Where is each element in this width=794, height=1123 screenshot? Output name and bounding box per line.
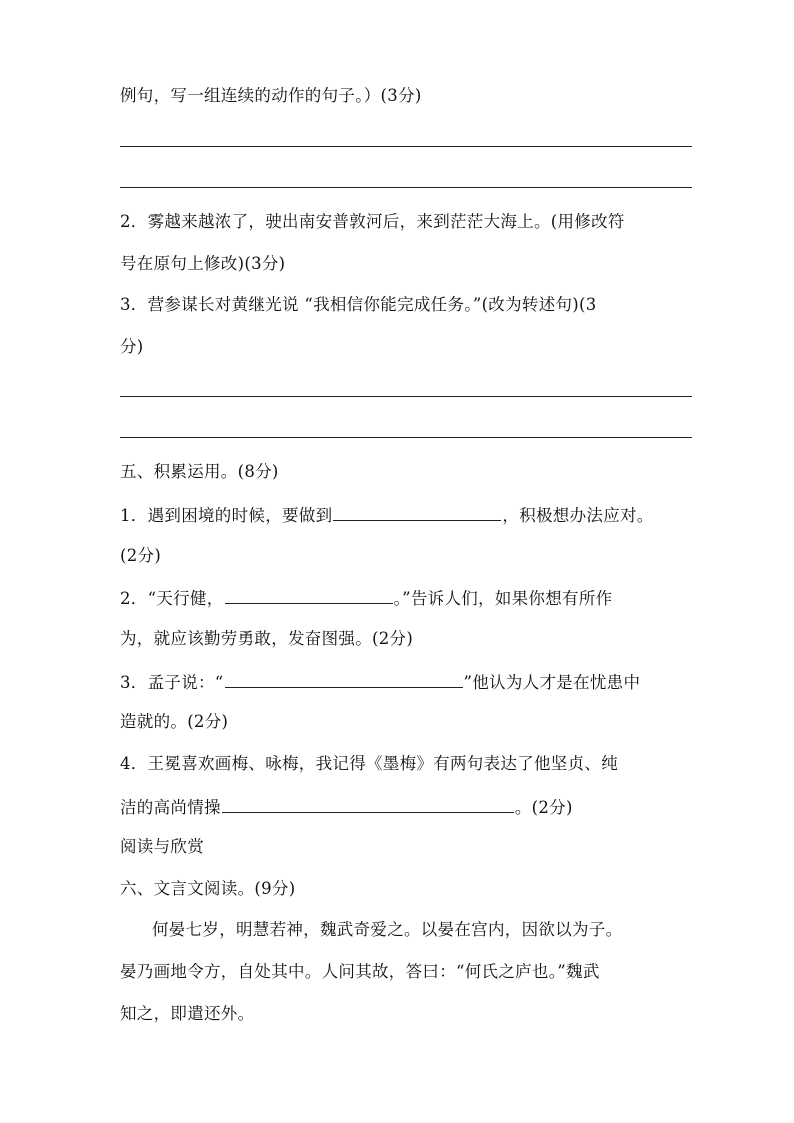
q4-item-2-line1: 2．雾越来越浓了，驶出南安普敦河后，来到茫茫大海上。(用修改符 (120, 212, 625, 231)
passage-line-2: 晏乃画地令方，自处其中。人问其故，答曰：“何氏之庐也。”魏武 (120, 962, 600, 981)
answer-line[interactable] (120, 146, 692, 147)
passage-line-1: 何晏七岁，明慧若神，魏武奇爱之。以晏在宫内，因欲以为子。 (152, 920, 623, 939)
s5-item-1-text-pre: 1．遇到困境的时候，要做到 (120, 506, 333, 525)
s5-item-2-line2: 为，就应该勤劳勇敢，发奋图强。(2分) (120, 629, 414, 648)
s5-item-2-text-post: 。”告诉人们，如果你想有所作 (393, 589, 613, 608)
q4-item-3-line2: 分) (120, 337, 144, 356)
s5-item-4-text-pre: 洁的高尚情操 (120, 798, 221, 817)
q4-continuation: 例句，写一组连续的动作的句子。）(3分) (120, 86, 422, 105)
answer-line[interactable] (120, 396, 692, 397)
fill-blank[interactable] (225, 586, 393, 604)
part-title: 阅读与欣赏 (120, 837, 204, 856)
section-5-title: 五、积累运用。(8分) (120, 462, 279, 481)
s5-item-3-text-pre: 3．孟子说：“ (120, 673, 224, 692)
s5-item-1-line1 (120, 503, 654, 527)
q4-item-3-line1: 3．营参谋长对黄继光说 “我相信你能完成任务。”(改为转述句)(3 (120, 295, 597, 314)
s5-item-4-line1: 4．王冕喜欢画梅、咏梅，我记得《墨梅》有两句表达了他坚贞、纯 (120, 754, 618, 773)
s5-item-1-line2: (2分) (120, 546, 162, 565)
s5-item-3-line2: 造就的。(2分) (120, 712, 229, 731)
s5-item-1-text-post: ，积极想办法应对。 (502, 506, 654, 525)
answer-line[interactable] (120, 187, 692, 188)
s5-item-4-line2 (120, 795, 573, 819)
section-6-title: 六、文言文阅读。(9分) (120, 879, 296, 898)
s5-item-2-text-pre: 2．“天行健， (120, 589, 224, 608)
fill-blank[interactable] (222, 795, 514, 813)
q4-item-2-line2: 号在原句上修改)(3分) (120, 254, 286, 273)
fill-blank[interactable] (225, 670, 463, 688)
s5-item-4-text-post: 。(2分) (514, 798, 573, 817)
s5-item-3-text-post: ”他认为人才是在忧患中 (463, 673, 641, 692)
fill-blank[interactable] (333, 503, 501, 521)
passage-line-3: 知之，即遣还外。 (120, 1004, 255, 1023)
s5-item-2-line1 (120, 586, 612, 610)
s5-item-3-line1 (120, 670, 640, 694)
answer-line[interactable] (120, 437, 692, 438)
